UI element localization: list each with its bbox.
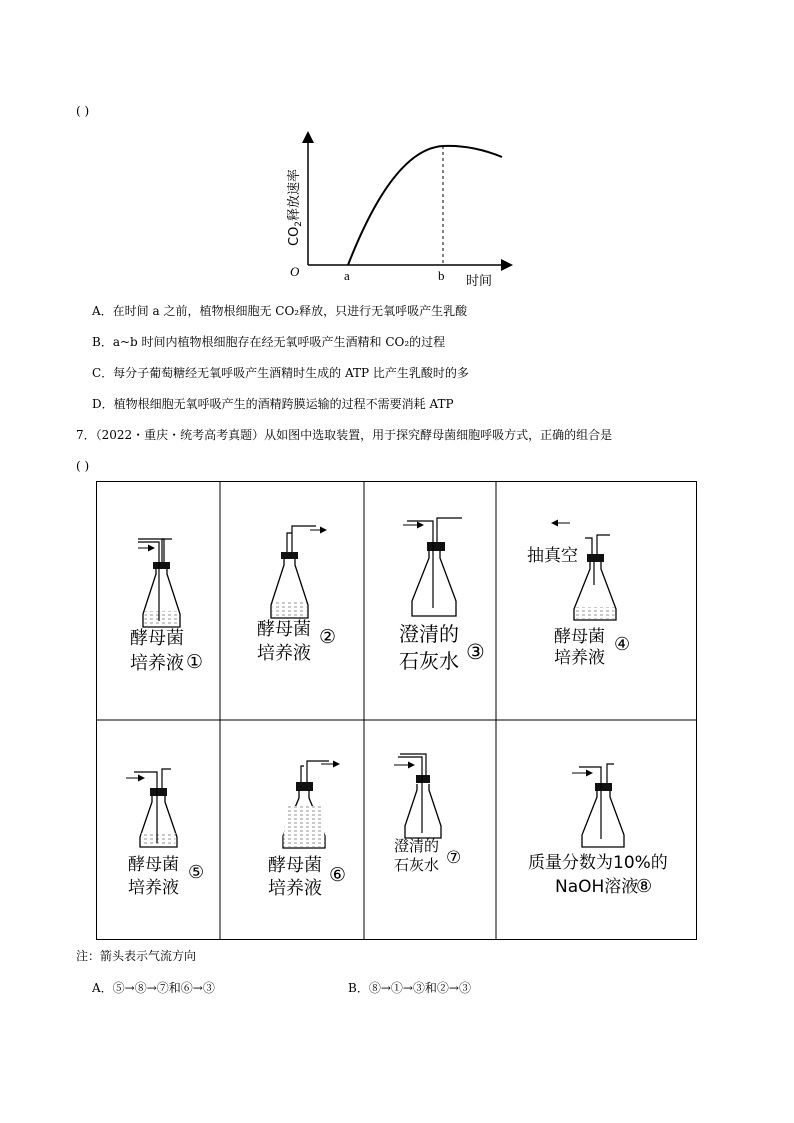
option-c: C．每分子葡萄糖经无氧呼吸产生酒精时生成的 ATP 比产生乳酸时的多	[92, 366, 469, 380]
option-a: A．在时间 a 之前，植物根细胞无 CO₂释放，只进行无氧呼吸产生乳酸	[92, 304, 468, 318]
apparatus-grid	[96, 481, 697, 940]
flask-7	[394, 754, 441, 838]
flask-6	[283, 761, 339, 848]
note: 注：箭头表示气流方向	[76, 949, 197, 963]
y-axis-label: $CO_2$释放速率	[287, 168, 304, 246]
cell-2-line1: 酵母菌	[257, 619, 311, 640]
q7-option-a: A．⑤→⑧→⑦和⑥→③	[92, 981, 215, 995]
question-7-parentheses: ( )	[76, 459, 90, 473]
cell-8-line2: NaOH溶液	[555, 877, 639, 897]
flask-1	[138, 539, 180, 627]
option-d: D．植物根细胞无氧呼吸产生的酒精跨膜运输的过程不需要消耗 ATP	[92, 397, 454, 411]
flask-5	[126, 769, 177, 847]
cell-5-line1: 酵母菌	[128, 855, 179, 875]
b-label: b	[438, 268, 445, 283]
co2-curve	[348, 146, 502, 265]
cell-6-line2: 培养液	[268, 878, 322, 899]
x-axis-label: 时间	[466, 274, 493, 288]
cell-6-num: ⑥	[329, 864, 347, 886]
cell-3-line1: 澄清的	[399, 622, 459, 646]
vacuum-label: 抽真空	[527, 546, 578, 566]
cell-1-num: ①	[186, 651, 204, 673]
question-7-stem: 7．（2022・重庆・统考高考真题）从如图中选取装置，用于探究酵母菌细胞呼吸方式，正确的组合是	[76, 428, 613, 442]
cell-7-line2: 石灰水	[394, 856, 440, 874]
cell-2-line2: 培养液	[257, 643, 311, 664]
flask-8	[572, 764, 624, 847]
cell-6-line1: 酵母菌	[268, 855, 322, 876]
a-label: a	[344, 268, 350, 283]
cell-3-line2: 石灰水	[399, 649, 459, 673]
cell-4-line2: 培养液	[554, 648, 605, 668]
option-b: B．a~b 时间内植物根细胞存在经无氧呼吸产生酒精和 CO₂的过程	[92, 335, 446, 349]
cell-5-num: ⑤	[188, 862, 205, 883]
flask-3	[403, 518, 462, 616]
cell-5-line2: 培养液	[128, 878, 179, 898]
flask-2	[271, 526, 326, 618]
cell-7-num: ⑦	[446, 848, 462, 868]
cell-4-line1: 酵母菌	[554, 627, 605, 647]
origin-label: O	[290, 264, 300, 279]
cell-7-line1: 澄清的	[394, 837, 440, 855]
answer-parentheses: ( )	[76, 104, 90, 118]
flask-4	[552, 523, 616, 620]
cell-8-num: ⑧	[636, 876, 653, 897]
co2-release-graph	[280, 128, 530, 288]
cell-1-line1: 酵母菌	[130, 628, 184, 649]
cell-3-num: ③	[466, 640, 485, 664]
cell-4-num: ④	[614, 634, 631, 655]
cell-8-line1: 质量分数为10%的	[528, 853, 668, 873]
q7-option-b: B．⑧→①→③和②→③	[348, 981, 471, 995]
cell-2-num: ②	[319, 626, 337, 648]
cell-1-line2: 培养液	[130, 653, 184, 674]
